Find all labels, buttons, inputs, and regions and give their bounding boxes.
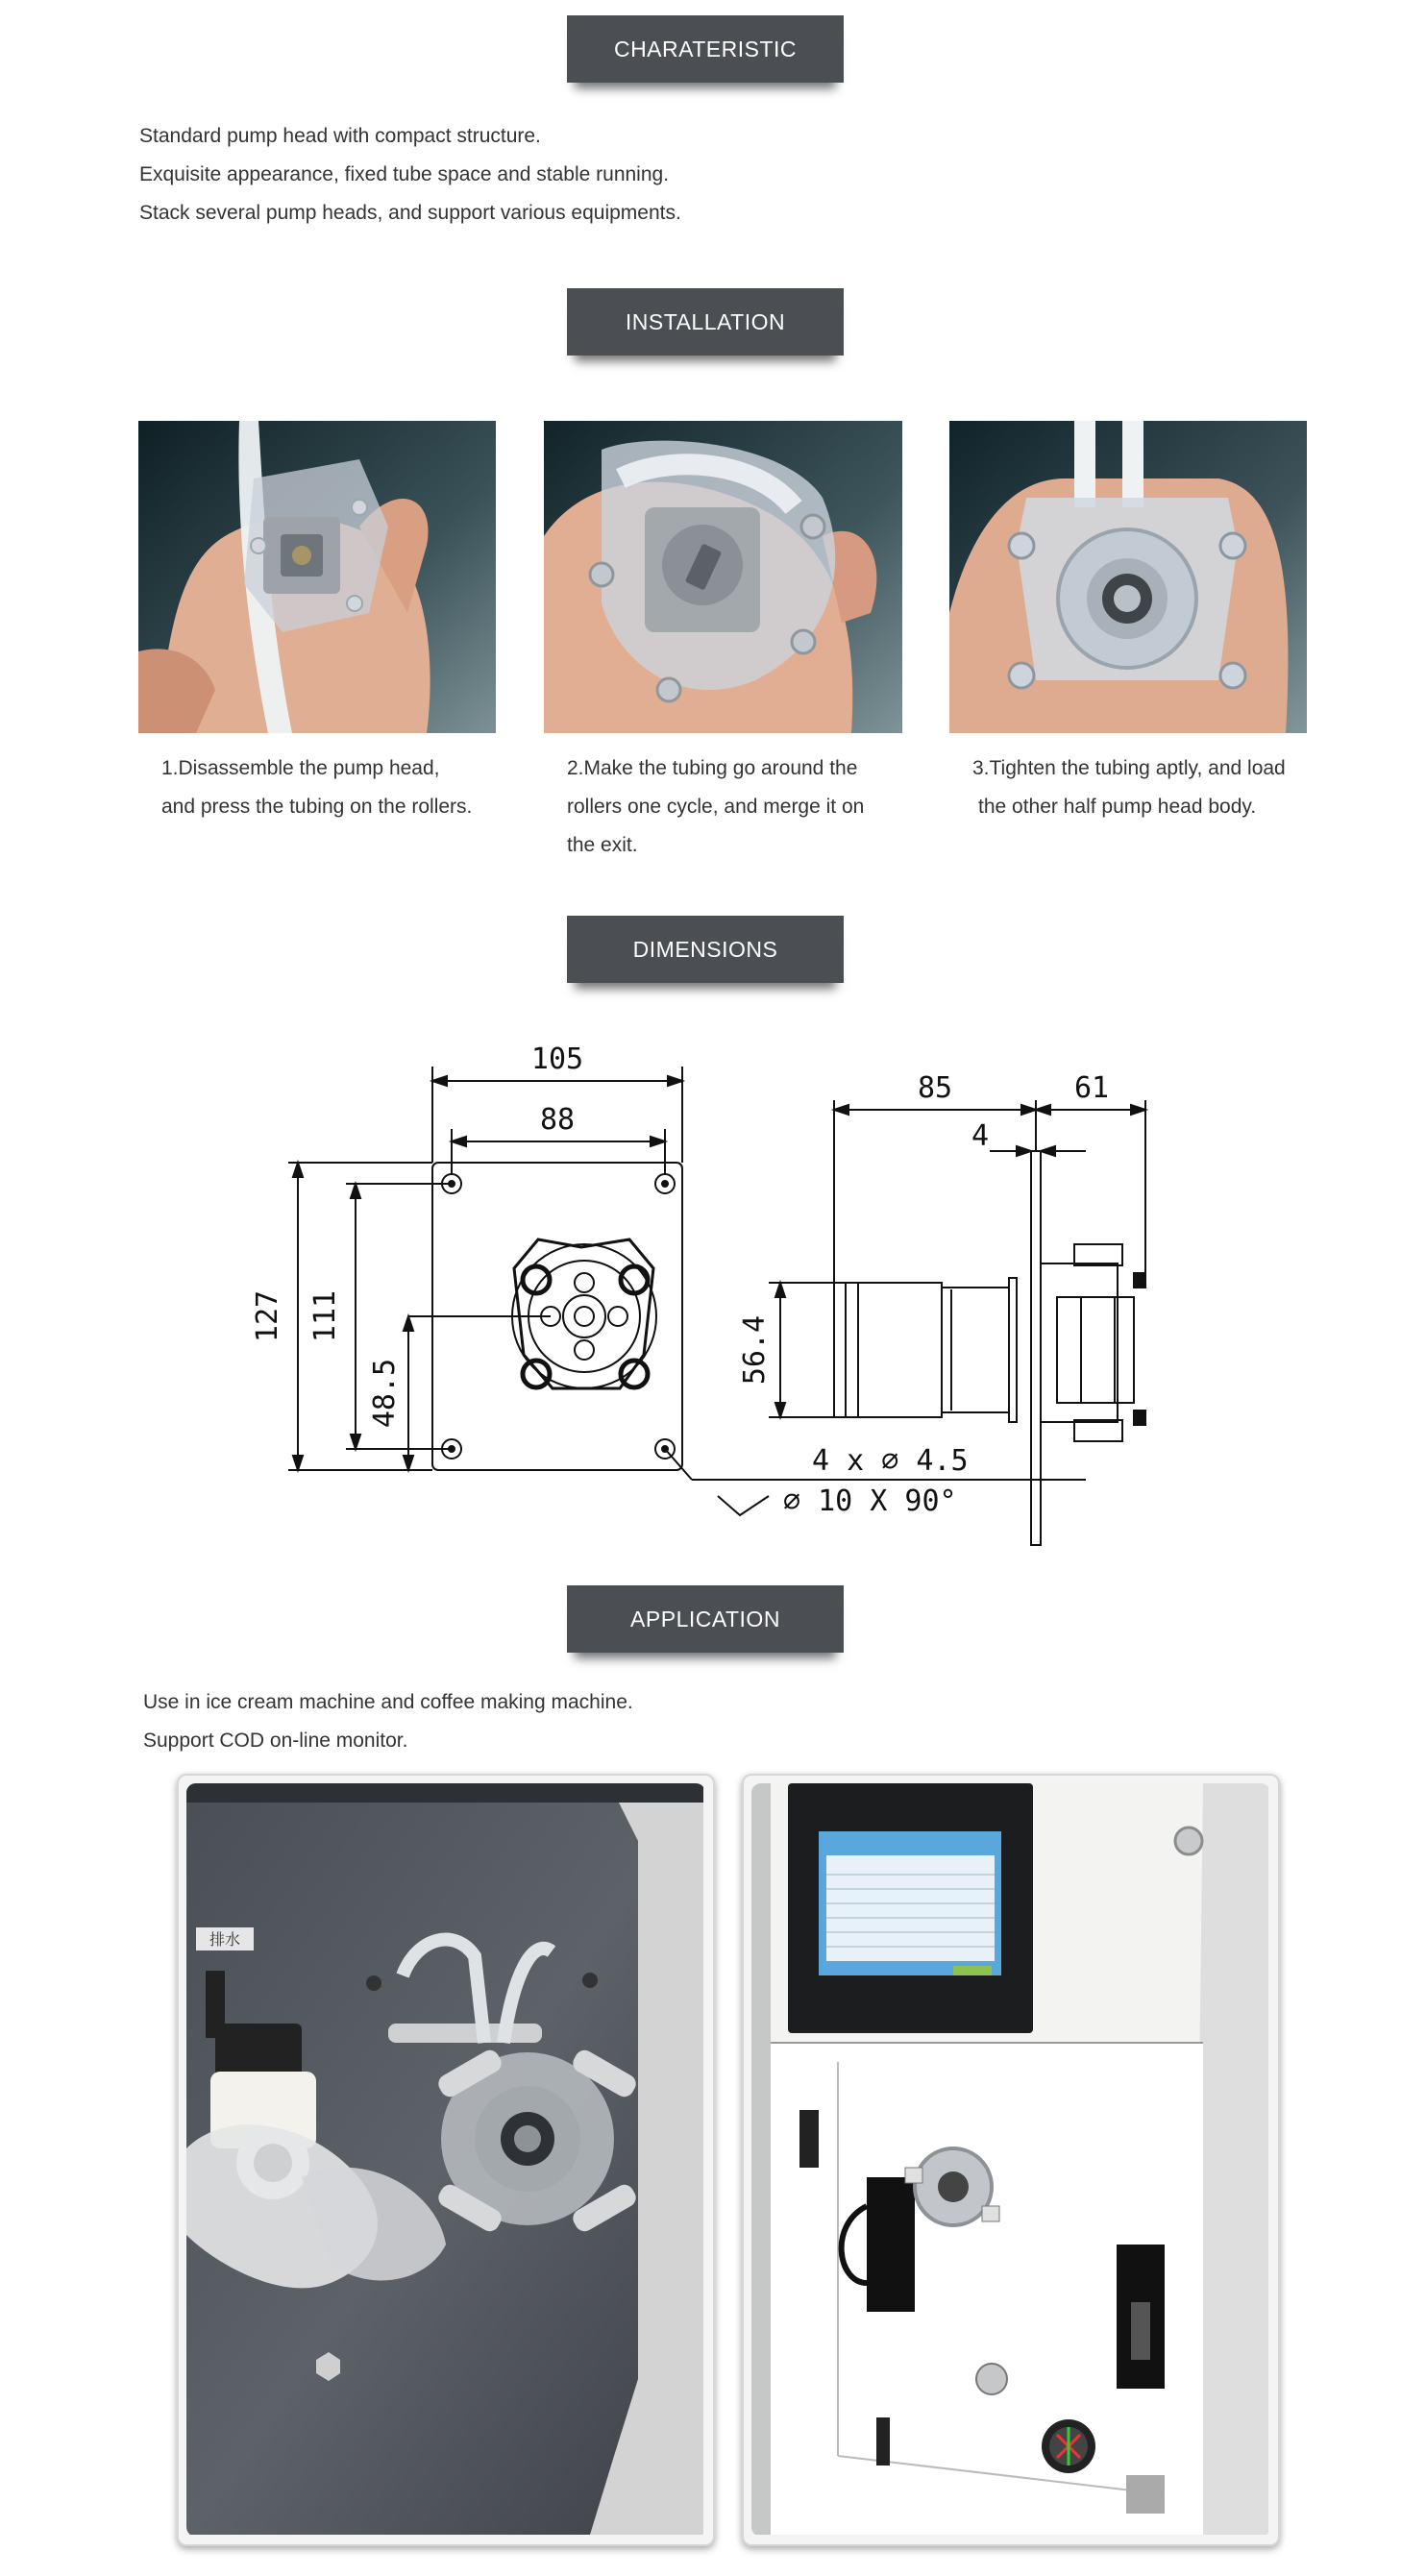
step-line: 3.Tighten the tubing aptly, and load: [972, 757, 1286, 779]
installation-photo-3: [949, 421, 1307, 733]
characteristic-line: Exquisite appearance, fixed tube space and stable running.: [139, 163, 670, 185]
application-title: APPLICATION: [630, 1606, 780, 1631]
dimension-drawing: [250, 1038, 1201, 1557]
application-photo-1: [177, 1774, 715, 2546]
installation-title: INSTALLATION: [625, 308, 786, 334]
drain-sign-text: 排水: [209, 1930, 241, 1949]
step-line: the other half pump head body.: [978, 796, 1257, 818]
step-line: and press the tubing on the rollers.: [161, 796, 473, 818]
installation-step-2: [567, 749, 864, 865]
characteristic-line: Stack several pump heads, and support various equipments.: [139, 202, 681, 224]
section-title-installation: [567, 288, 844, 356]
characteristic-line: Standard pump head with compact structure.: [139, 125, 541, 147]
dim-width-inner: 88: [539, 1103, 576, 1137]
section-title-application: [567, 1585, 844, 1653]
dim-holes: 4 x ∅ 4.5: [812, 1444, 969, 1478]
dim-countersink: ∅ 10 X 90°: [783, 1484, 957, 1518]
characteristic-title: CHARATERISTIC: [613, 36, 798, 61]
step-line: 1.Disassemble the pump head,: [161, 757, 440, 779]
dimensions-title: DIMENSIONS: [632, 936, 778, 962]
dim-motor-length: 85: [917, 1071, 953, 1105]
application-photo-2: [742, 1774, 1280, 2546]
section-title-dimensions: [567, 916, 844, 983]
dim-height-inner: 111: [308, 1289, 342, 1343]
dim-head-depth: 61: [1073, 1071, 1110, 1105]
application-line: Use in ice cream machine and coffee making machine.: [143, 1691, 633, 1713]
installation-photo-2: [544, 421, 902, 733]
dim-plate-thickness: 4: [971, 1119, 990, 1153]
step-line: 2.Make the tubing go around the: [567, 757, 858, 779]
installation-photo-1: [138, 421, 496, 733]
characteristic-text: [139, 117, 681, 233]
dim-motor-size: 56.4: [738, 1314, 772, 1386]
mounting-hole-icon: [655, 1174, 675, 1193]
dim-width-outer: 105: [530, 1043, 584, 1076]
step-line: rollers one cycle, and merge it on: [567, 796, 865, 818]
application-line: Support COD on-line monitor.: [143, 1730, 408, 1752]
installation-step-1: [161, 749, 472, 826]
installation-step-3: [972, 749, 1286, 826]
dim-center-height: 48.5: [368, 1358, 402, 1429]
application-text: [143, 1683, 633, 1760]
step-line: the exit.: [567, 834, 638, 856]
section-title-characteristic: [567, 15, 844, 83]
dim-height-outer: 127: [251, 1289, 284, 1343]
